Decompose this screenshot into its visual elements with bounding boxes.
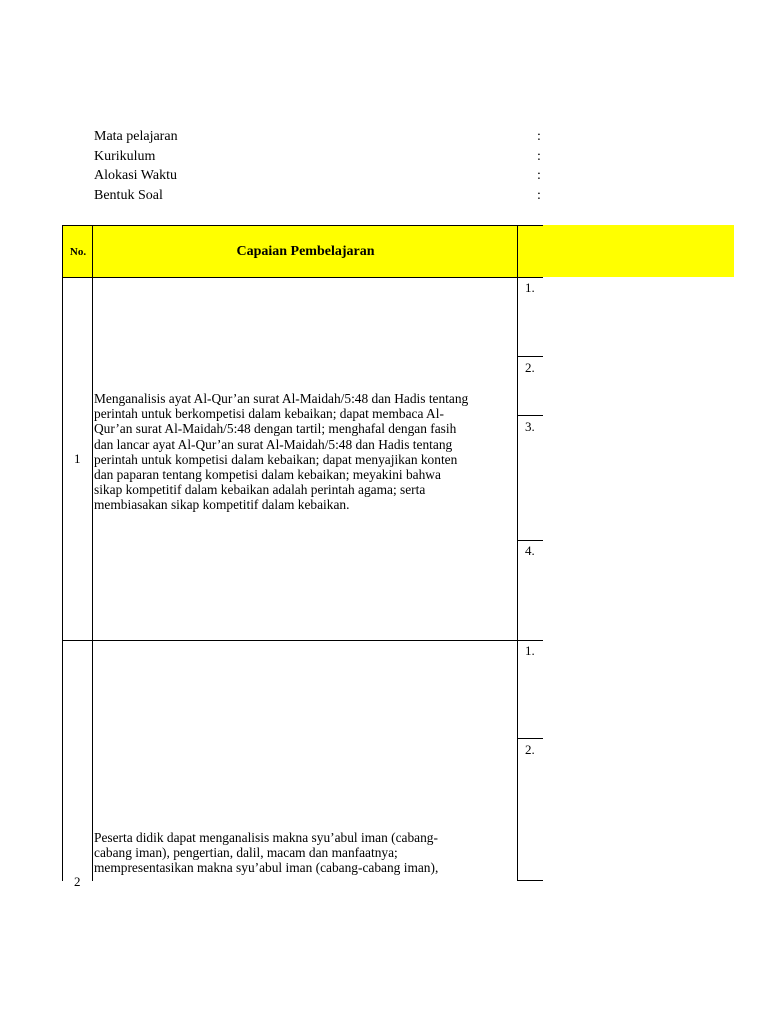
divider: [517, 640, 543, 641]
meta-colon: :: [537, 149, 541, 164]
table-header-border-top: [517, 225, 543, 226]
divider: [517, 356, 543, 357]
meta-colon: :: [537, 188, 541, 203]
meta-colon: :: [537, 168, 541, 183]
text-line: dan paparan tentang kompetisi dalam kebaikan; meyakini bahwa: [94, 467, 441, 483]
text-line: membiasakan sikap kompetitif dalam kebaikan.: [94, 497, 350, 513]
table-header-capaian-label: Capaian Pembelajaran: [236, 243, 375, 259]
text-line: perintah untuk berkompetisi dalam kebaikan; dapat membaca Al-: [94, 406, 444, 422]
divider: [517, 738, 543, 739]
table-header-no: [62, 225, 93, 278]
table-row-2-number: 2: [74, 874, 81, 889]
divider: [517, 415, 543, 416]
text-line: Menganalisis ayat Al-Qur’an surat Al-Maidah/5:48 dan Hadis tentang: [94, 391, 469, 406]
list-marker: 3.: [525, 419, 535, 434]
table-row-2-no-cell: [62, 640, 93, 889]
table-header-border-bottom: [517, 277, 543, 278]
table-row-1-capaian-text: [94, 391, 518, 513]
meta-label-alokasi-waktu: Alokasi Waktu: [94, 168, 177, 183]
list-marker: 2.: [525, 742, 535, 757]
text-line: dan lancar ayat Al-Qur’an surat Al-Maidah/5:48 dan Hadis tentang: [94, 436, 453, 452]
table-row-1-number: 1: [74, 451, 81, 466]
table-header-capaian: [92, 225, 518, 278]
list-marker: 4.: [525, 543, 535, 558]
meta-colon: :: [537, 129, 541, 144]
meta-label-kurikulum: Kurikulum: [94, 149, 156, 164]
list-marker: 1.: [525, 643, 535, 658]
list-marker: 2.: [525, 360, 535, 375]
divider: [517, 540, 543, 541]
text-line: Qur’an surat Al-Maidah/5:48 dengan tartil; menghafal dengan fasih: [94, 421, 457, 437]
text-line: mempresentasikan makna syu’abul iman (cabang-cabang iman),: [94, 860, 439, 876]
divider: [517, 880, 543, 881]
meta-label-mata-pelajaran: Mata pelajaran: [94, 129, 178, 144]
table-header-extra-column: [517, 225, 734, 277]
meta-label-bentuk-soal: Bentuk Soal: [94, 188, 163, 203]
text-line: perintah untuk kompetisi dalam kebaikan; dapat menyajikan konten: [94, 451, 458, 467]
text-line: Peserta didik dapat menganalisis makna syu’abul iman (cabang-: [94, 830, 438, 845]
list-marker: 1.: [525, 280, 535, 295]
text-line: sikap kompetitif dalam kebaikan adalah perintah agama; serta: [94, 482, 426, 498]
table-header-no-label: No.: [69, 245, 87, 258]
text-line: cabang iman), pengertian, dalil, macam dan manfaatnya;: [94, 845, 398, 861]
table-row-2-capaian-text: [94, 830, 518, 881]
